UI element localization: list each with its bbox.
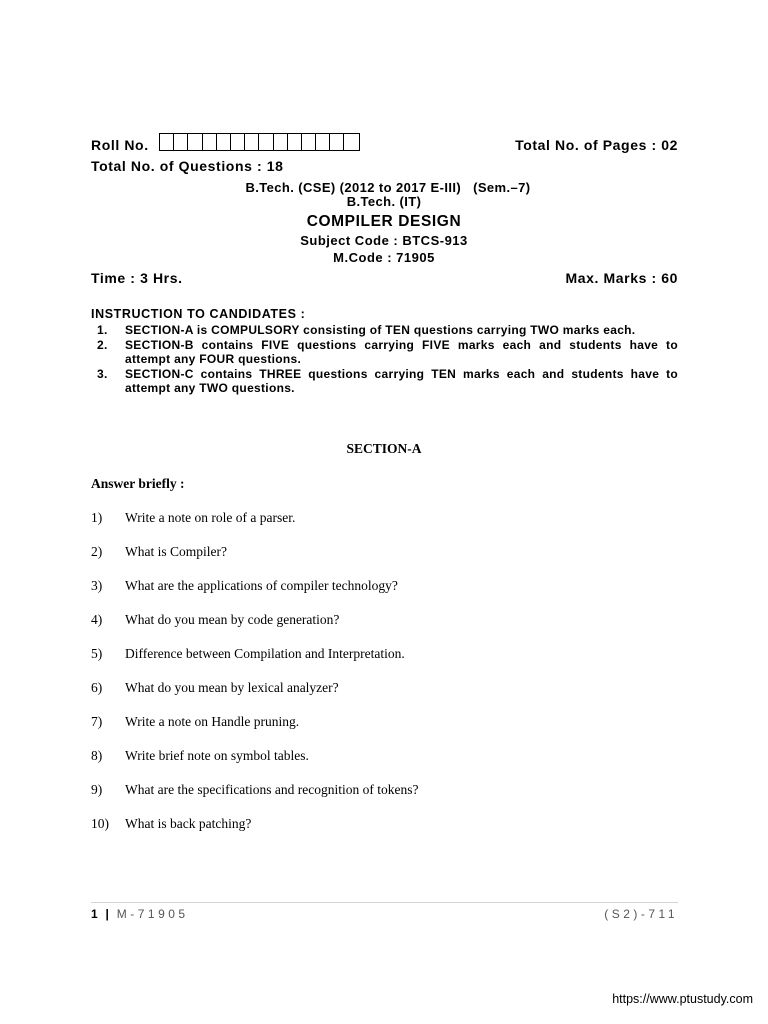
m-code: M.Code : 71905 [333, 250, 435, 265]
roll-number-box [344, 134, 358, 150]
footer-left [91, 907, 189, 921]
instruction-text: SECTION-B contains FIVE questions carrying FIVE marks each and students have to attempt any FOUR questions. [125, 337, 678, 366]
question-number: 5) [91, 646, 103, 661]
question-item [91, 578, 419, 612]
question-text: What are the applications of compiler technology? [125, 578, 398, 593]
answer-briefly-label: Answer briefly : [91, 476, 185, 491]
instruction-item [91, 323, 678, 338]
section-a-heading: SECTION-A [346, 441, 422, 456]
question-item [91, 612, 419, 646]
question-item [91, 748, 419, 782]
subject-title: COMPILER DESIGN [306, 213, 462, 230]
roll-number-box [188, 134, 202, 150]
roll-number-box [316, 134, 330, 150]
footer-separator: | [105, 907, 110, 921]
question-item [91, 680, 419, 714]
max-marks: Max. Marks : 60 [565, 270, 678, 286]
question-item [91, 782, 419, 816]
question-item [91, 714, 419, 748]
instruction-text: SECTION-A is COMPULSORY consisting of TEN questions carrying TWO marks each. [125, 323, 636, 337]
roll-number-box [231, 134, 245, 150]
footer-divider [91, 902, 678, 903]
question-text: What do you mean by lexical analyzer? [125, 680, 339, 695]
roll-number-label: Roll No. [91, 137, 149, 153]
question-number: 3) [91, 578, 103, 593]
exam-time: Time : 3 Hrs. [91, 270, 183, 286]
course-line-1: B.Tech. (CSE) (2012 to 2017 E-III) (Sem.–7) [245, 180, 531, 195]
instruction-item [91, 338, 678, 367]
instruction-number: 1. [97, 323, 108, 337]
question-text: What are the specifications and recognition of tokens? [125, 782, 419, 797]
roll-number-box [203, 134, 217, 150]
roll-number-box [259, 134, 273, 150]
question-number: 8) [91, 748, 103, 763]
total-questions: Total No. of Questions : 18 [91, 158, 284, 174]
question-number: 1) [91, 510, 103, 525]
question-number: 10) [91, 816, 109, 831]
roll-number-boxes [159, 133, 360, 151]
question-text: What is back patching? [125, 816, 252, 831]
question-item [91, 646, 419, 680]
roll-number-box [302, 134, 316, 150]
question-number: 4) [91, 612, 103, 627]
question-text: What do you mean by code generation? [125, 612, 340, 627]
roll-number-box [174, 134, 188, 150]
instructions-list [91, 323, 678, 396]
instruction-number: 2. [97, 337, 108, 352]
question-item [91, 510, 419, 544]
question-list [91, 510, 419, 850]
footer-right-code: (S2)-711 [604, 907, 678, 921]
question-text: Difference between Compilation and Interpretation. [125, 646, 405, 661]
instruction-text: SECTION-C contains THREE questions carrying TEN marks each and students have to attempt any TWO questions. [125, 366, 678, 395]
instruction-item [91, 367, 678, 396]
question-item [91, 544, 419, 578]
question-item [91, 816, 419, 850]
roll-number-box [288, 134, 302, 150]
subject-code: Subject Code : BTCS-913 [300, 233, 468, 248]
instructions-heading: INSTRUCTION TO CANDIDATES : [91, 307, 306, 321]
roll-number-box [217, 134, 231, 150]
roll-number-box [245, 134, 259, 150]
question-number: 6) [91, 680, 103, 695]
footer-page-number: 1 [91, 907, 99, 921]
question-number: 7) [91, 714, 103, 729]
question-text: Write brief note on symbol tables. [125, 748, 309, 763]
question-number: 9) [91, 782, 103, 797]
total-pages: Total No. of Pages : 02 [515, 137, 678, 153]
question-text: Write a note on Handle pruning. [125, 714, 300, 729]
course-line-2: B.Tech. (IT) [346, 194, 422, 209]
roll-number-box [160, 134, 174, 150]
roll-number-box [330, 134, 344, 150]
instruction-number: 3. [97, 366, 108, 381]
watermark-url: https://www.ptustudy.com [612, 992, 753, 1006]
question-text: Write a note on role of a parser. [125, 510, 296, 525]
question-number: 2) [91, 544, 103, 559]
roll-number-box [274, 134, 288, 150]
question-text: What is Compiler? [125, 544, 227, 559]
footer-code: M-71905 [116, 907, 189, 921]
